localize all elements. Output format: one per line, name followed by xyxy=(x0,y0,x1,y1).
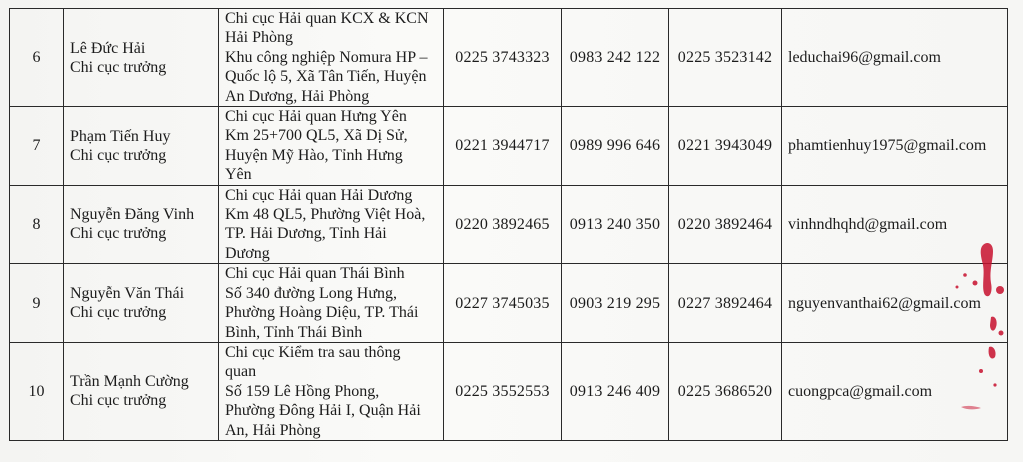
address-line: Chi cục Hải quan Thái Bình xyxy=(225,265,405,283)
address-line: Km 48 QL5, Phường Việt Hoà, xyxy=(225,206,426,224)
address-line: Yên xyxy=(225,166,252,184)
address-line: Số 159 Lê Hồng Phong, xyxy=(225,382,380,400)
fax-cell: 0225 3686520 xyxy=(669,342,782,440)
fax-cell: 0220 3892464 xyxy=(669,185,782,264)
row-number-cell: 9 xyxy=(10,264,64,343)
row-number-cell: 8 xyxy=(10,185,64,264)
official-cell xyxy=(64,264,219,343)
official-title: Chi cục trưởng xyxy=(70,58,167,76)
office-address-cell xyxy=(219,264,444,343)
email-cell: leduchai96@gmail.com xyxy=(782,9,1008,107)
office-address-cell xyxy=(219,342,444,440)
table-row xyxy=(10,107,1008,186)
official-title: Chi cục trưởng xyxy=(70,225,167,243)
address-line: quan xyxy=(225,363,257,381)
table-body xyxy=(10,9,1008,441)
official-name: Nguyễn Đăng Vinh xyxy=(70,206,195,224)
address-line: Quốc lộ 5, Xã Tân Tiến, Huyện xyxy=(225,68,427,86)
office-phone-cell: 0225 3552553 xyxy=(444,342,562,440)
table-row xyxy=(10,9,1008,107)
address-line: Chi cục Hải quan KCX & KCN xyxy=(225,10,429,27)
address-line: An Dương, Hải Phòng xyxy=(225,87,370,105)
table-row xyxy=(10,342,1008,440)
row-number-cell: 10 xyxy=(10,342,64,440)
official-title: Chi cục trưởng xyxy=(70,146,167,164)
official-cell xyxy=(64,107,219,186)
address-line: Huyện Mỹ Hào, Tỉnh Hưng xyxy=(225,146,403,164)
office-address-cell xyxy=(219,185,444,264)
address-line: Hải Phòng xyxy=(225,29,293,47)
email-cell: vinhndhqhd@gmail.com xyxy=(782,185,1008,264)
official-cell xyxy=(64,342,219,440)
email-cell: phamtienhuy1975@gmail.com xyxy=(782,107,1008,186)
office-phone-cell: 0220 3892465 xyxy=(444,185,562,264)
fax-cell: 0227 3892464 xyxy=(669,264,782,343)
office-phone-cell: 0221 3944717 xyxy=(444,107,562,186)
fax-cell: 0221 3943049 xyxy=(669,107,782,186)
address-line: Chi cục Hải quan Hải Dương xyxy=(225,186,413,204)
mobile-phone-cell: 0913 240 350 xyxy=(562,185,669,264)
address-line: Km 25+700 QL5, Xã Dị Sử, xyxy=(225,127,408,145)
address-line: Số 340 đường Long Hưng, xyxy=(225,284,398,302)
mobile-phone-cell: 0983 242 122 xyxy=(562,9,669,107)
official-title: Chi cục trưởng xyxy=(70,392,167,410)
mobile-phone-cell: 0903 219 295 xyxy=(562,264,669,343)
address-line: Dương xyxy=(225,244,270,262)
office-address-cell xyxy=(219,107,444,186)
office-phone-cell: 0227 3745035 xyxy=(444,264,562,343)
address-line: Phường Đông Hải I, Quận Hải xyxy=(225,402,421,420)
address-line: Phường Hoàng Diệu, TP. Thái xyxy=(225,304,419,322)
address-line: An, Hải Phòng xyxy=(225,421,321,439)
row-number-cell: 7 xyxy=(10,107,64,186)
mobile-phone-cell: 0913 246 409 xyxy=(562,342,669,440)
email-cell: nguyenvanthai62@gmail.com xyxy=(782,264,1008,343)
address-line: Chi cục Hải quan Hưng Yên xyxy=(225,108,407,126)
official-name: Lê Đức Hải xyxy=(70,39,146,57)
office-phone-cell: 0225 3743323 xyxy=(444,9,562,107)
official-name: Trần Mạnh Cường xyxy=(70,373,189,391)
row-number-cell: 6 xyxy=(10,9,64,107)
official-name: Phạm Tiến Huy xyxy=(70,127,171,145)
address-line: Bình, Tỉnh Thái Bình xyxy=(225,323,363,341)
official-name: Nguyễn Văn Thái xyxy=(70,285,185,303)
official-cell xyxy=(64,185,219,264)
table-row xyxy=(10,185,1008,264)
address-line: Khu công nghiệp Nomura HP – xyxy=(225,48,428,66)
official-cell xyxy=(64,9,219,107)
address-line: TP. Hải Dương, Tỉnh Hải xyxy=(225,225,387,243)
email-cell: cuongpca@gmail.com xyxy=(782,342,1008,440)
table-row xyxy=(10,264,1008,343)
mobile-phone-cell: 0989 996 646 xyxy=(562,107,669,186)
fax-cell: 0225 3523142 xyxy=(669,9,782,107)
office-address-cell xyxy=(219,9,444,107)
address-line: Chi cục Kiểm tra sau thông xyxy=(225,343,401,361)
contacts-table xyxy=(9,8,1008,441)
official-title: Chi cục trưởng xyxy=(70,304,167,322)
